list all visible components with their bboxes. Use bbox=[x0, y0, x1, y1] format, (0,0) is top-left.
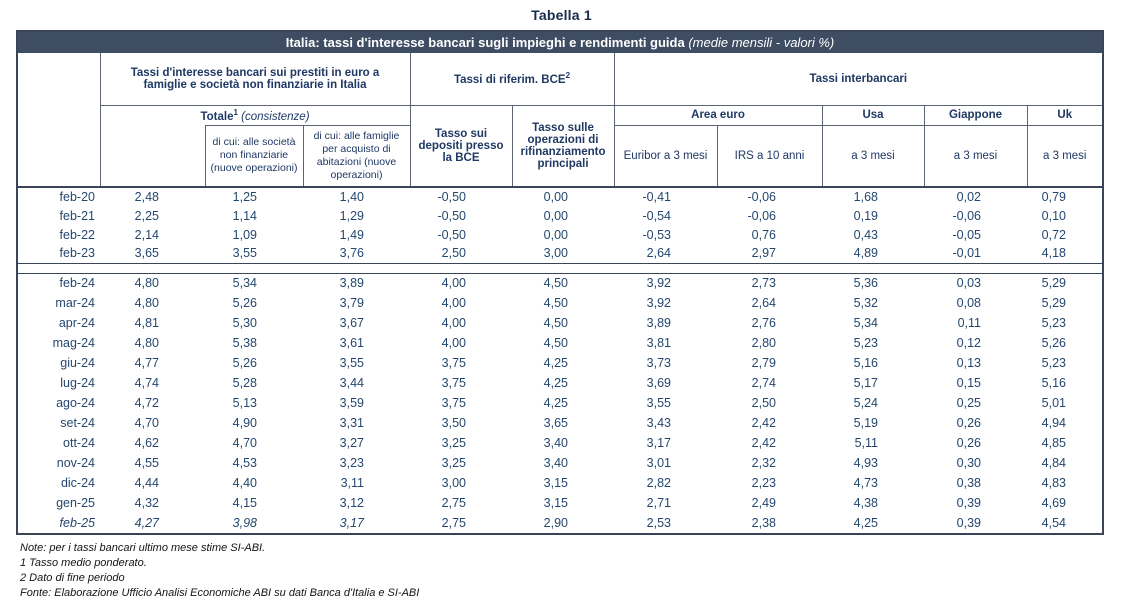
value-cell: 0,39 bbox=[956, 496, 981, 510]
table-row bbox=[18, 206, 1102, 225]
row-label: giu-24 bbox=[60, 356, 95, 370]
subheader-refinancing-rate: Tasso sulle operazioni di rifinanziamento principali bbox=[512, 105, 614, 187]
value-cell: 2,23 bbox=[751, 476, 776, 490]
value-cell: 0,00 bbox=[543, 227, 568, 242]
value-cell: 3,65 bbox=[134, 246, 159, 261]
value-cell: 4,27 bbox=[134, 516, 159, 530]
value-cell: 3,92 bbox=[646, 296, 671, 310]
subheader-totale bbox=[100, 105, 410, 125]
value-cell: 2,53 bbox=[646, 516, 671, 530]
value-cell: 4,70 bbox=[134, 416, 159, 430]
value-cell: 4,54 bbox=[1041, 516, 1066, 530]
value-cell: 3,15 bbox=[543, 496, 568, 510]
value-cell: 3,89 bbox=[339, 276, 364, 291]
value-cell: 5,36 bbox=[853, 276, 878, 291]
value-cell: 4,80 bbox=[134, 296, 159, 310]
value-cell: -0,01 bbox=[952, 246, 981, 261]
table-row bbox=[18, 493, 1102, 513]
band-uk: Uk bbox=[1027, 105, 1102, 125]
value-cell: 3,73 bbox=[646, 356, 671, 370]
value-cell: 2,74 bbox=[751, 376, 776, 390]
value-cell: 4,85 bbox=[1041, 436, 1066, 450]
value-cell: 0,43 bbox=[853, 227, 878, 242]
table-row bbox=[18, 473, 1102, 493]
value-cell: -0,54 bbox=[642, 208, 671, 223]
band-giappone: Giappone bbox=[924, 105, 1027, 125]
value-cell: 0,38 bbox=[956, 476, 981, 490]
row-label: set-24 bbox=[60, 416, 95, 430]
value-cell: -0,06 bbox=[747, 208, 776, 223]
totale-note: (consistenze) bbox=[241, 110, 310, 123]
ecb-label: Tassi di riferim. BCE bbox=[453, 74, 566, 87]
value-cell: 4,80 bbox=[134, 276, 159, 291]
value-cell: 3,01 bbox=[646, 456, 671, 470]
value-cell: 4,50 bbox=[543, 296, 568, 310]
row-label: feb-20 bbox=[59, 190, 95, 204]
value-cell: 3,00 bbox=[543, 246, 568, 261]
value-cell: 3,98 bbox=[232, 516, 257, 530]
value-cell: 3,25 bbox=[441, 456, 466, 470]
value-cell: 0,02 bbox=[956, 190, 981, 204]
row-label: feb-25 bbox=[59, 516, 95, 530]
value-cell: 4,38 bbox=[853, 496, 878, 510]
value-cell: 5,30 bbox=[232, 316, 257, 330]
value-cell: 5,13 bbox=[232, 396, 257, 410]
value-cell: 3,67 bbox=[339, 316, 364, 330]
value-cell: 0,30 bbox=[956, 456, 981, 470]
value-cell: 4,32 bbox=[134, 496, 159, 510]
value-cell: 3,43 bbox=[646, 416, 671, 430]
value-cell: 4,89 bbox=[853, 246, 878, 261]
row-label: mar-24 bbox=[55, 296, 95, 310]
value-cell: 4,72 bbox=[134, 396, 159, 410]
value-cell: 2,71 bbox=[646, 496, 671, 510]
table-row bbox=[18, 373, 1102, 393]
value-cell: 4,40 bbox=[232, 476, 257, 490]
value-cell: -0,50 bbox=[437, 227, 466, 242]
value-cell: 2,42 bbox=[751, 436, 776, 450]
totale-footnote-ref: 1 bbox=[233, 107, 238, 117]
row-label: nov-24 bbox=[56, 456, 95, 470]
value-cell: 3,25 bbox=[441, 436, 466, 450]
value-cell: 0,72 bbox=[1041, 227, 1066, 242]
value-cell: 4,25 bbox=[543, 356, 568, 370]
subheader-totale-values bbox=[100, 125, 205, 187]
band-usa: Usa bbox=[822, 105, 924, 125]
value-cell: 4,84 bbox=[1041, 456, 1066, 470]
value-cell: 5,28 bbox=[232, 376, 257, 390]
value-cell: 4,53 bbox=[232, 456, 257, 470]
value-cell: 0,26 bbox=[956, 436, 981, 450]
row-label: dic-24 bbox=[60, 476, 95, 490]
subheader-societa: di cui: alle società non finanziarie (nuove operazioni) bbox=[205, 125, 303, 187]
value-cell: 3,55 bbox=[232, 246, 257, 261]
value-cell: 3,17 bbox=[646, 436, 671, 450]
value-cell: 3,55 bbox=[646, 396, 671, 410]
value-cell: 3,92 bbox=[646, 276, 671, 291]
value-cell: 5,19 bbox=[853, 416, 878, 430]
value-cell: 3,59 bbox=[339, 396, 364, 410]
value-cell: 4,77 bbox=[134, 356, 159, 370]
value-cell: 3,44 bbox=[339, 376, 364, 390]
value-cell: 2,73 bbox=[751, 276, 776, 291]
value-cell: 2,64 bbox=[646, 246, 671, 261]
group-header-interbank: Tassi interbancari bbox=[614, 53, 1102, 105]
table-row bbox=[18, 273, 1102, 293]
value-cell: 5,26 bbox=[232, 296, 257, 310]
value-cell: 4,70 bbox=[232, 436, 257, 450]
data-block-1 bbox=[18, 187, 1102, 263]
value-cell: 3,89 bbox=[646, 316, 671, 330]
value-cell: 4,74 bbox=[134, 376, 159, 390]
subheader-irs: IRS a 10 anni bbox=[717, 125, 822, 187]
value-cell: 5,17 bbox=[853, 376, 878, 390]
date-column-header bbox=[18, 53, 100, 187]
value-cell: 2,82 bbox=[646, 476, 671, 490]
value-cell: 3,65 bbox=[543, 416, 568, 430]
table-title bbox=[18, 32, 1102, 53]
value-cell: 4,25 bbox=[853, 516, 878, 530]
value-cell: 5,23 bbox=[1041, 316, 1066, 330]
footnote-source: Fonte: Elaborazione Ufficio Analisi Economiche ABI su dati Banca d'Italia e SI-ABI bbox=[20, 587, 420, 599]
footnote-2: 2 Dato di fine periodo bbox=[20, 572, 125, 584]
page-title: Tabella 1 bbox=[531, 7, 592, 23]
value-cell: 5,16 bbox=[853, 356, 878, 370]
value-cell: 4,50 bbox=[543, 316, 568, 330]
totale-label: Totale bbox=[200, 110, 234, 123]
footnote-note: Note: per i tassi bancari ultimo mese stime SI-ABI. bbox=[20, 542, 266, 554]
value-cell: 0,79 bbox=[1041, 190, 1066, 204]
value-cell: 1,68 bbox=[853, 190, 878, 204]
subheader-giappone-3m: a 3 mesi bbox=[924, 125, 1027, 187]
value-cell: 4,83 bbox=[1041, 476, 1066, 490]
value-cell: 3,79 bbox=[339, 296, 364, 310]
value-cell: 4,00 bbox=[441, 336, 466, 350]
value-cell: 2,64 bbox=[751, 296, 776, 310]
value-cell: 0,39 bbox=[956, 516, 981, 530]
value-cell: 2,42 bbox=[751, 416, 776, 430]
table-row bbox=[18, 333, 1102, 353]
value-cell: 4,69 bbox=[1041, 496, 1066, 510]
value-cell: 0,13 bbox=[956, 356, 981, 370]
subheader-deposit-rate: Tasso sui depositi presso la BCE bbox=[410, 105, 512, 187]
value-cell: 0,76 bbox=[751, 227, 776, 242]
value-cell: 2,80 bbox=[751, 336, 776, 350]
value-cell: 1,40 bbox=[339, 190, 364, 204]
value-cell: 0,08 bbox=[956, 296, 981, 310]
value-cell: 4,00 bbox=[441, 276, 466, 291]
group-header-loans: Tassi d'interesse bancari sui prestiti in euro a famiglie e società non finanziarie in Italia bbox=[100, 53, 410, 105]
value-cell: 1,29 bbox=[339, 208, 364, 223]
ecb-footnote-ref: 2 bbox=[565, 71, 571, 81]
row-label: feb-24 bbox=[59, 276, 95, 291]
row-label: feb-21 bbox=[59, 208, 95, 223]
value-cell: 0,11 bbox=[957, 316, 981, 330]
value-cell: -0,06 bbox=[952, 208, 981, 223]
value-cell: 0,15 bbox=[956, 376, 981, 390]
value-cell: 2,79 bbox=[751, 356, 776, 370]
value-cell: 5,38 bbox=[232, 336, 257, 350]
table-row bbox=[18, 225, 1102, 244]
value-cell: 5,34 bbox=[232, 276, 257, 291]
value-cell: 3,17 bbox=[339, 516, 364, 530]
value-cell: 5,29 bbox=[1041, 296, 1066, 310]
table-row bbox=[18, 413, 1102, 433]
value-cell: 2,32 bbox=[751, 456, 776, 470]
value-cell: 3,55 bbox=[339, 356, 364, 370]
row-label: apr-24 bbox=[58, 316, 95, 330]
value-cell: 2,50 bbox=[441, 246, 466, 261]
value-cell: 5,11 bbox=[854, 436, 878, 450]
value-cell: 2,38 bbox=[751, 516, 776, 530]
value-cell: 3,76 bbox=[339, 246, 364, 261]
value-cell: 4,93 bbox=[853, 456, 878, 470]
value-cell: 1,49 bbox=[339, 227, 364, 242]
value-cell: 1,09 bbox=[232, 227, 257, 242]
value-cell: 4,50 bbox=[543, 276, 568, 291]
value-cell: 3,61 bbox=[339, 336, 364, 350]
value-cell: 3,69 bbox=[646, 376, 671, 390]
value-cell: 0,19 bbox=[853, 208, 878, 223]
value-cell: -0,50 bbox=[437, 190, 466, 204]
value-cell: 5,26 bbox=[1041, 336, 1066, 350]
value-cell: -0,50 bbox=[437, 208, 466, 223]
value-cell: 5,26 bbox=[232, 356, 257, 370]
value-cell: 2,75 bbox=[441, 496, 466, 510]
value-cell: 5,24 bbox=[853, 396, 878, 410]
row-label: ott-24 bbox=[63, 436, 95, 450]
value-cell: 4,50 bbox=[543, 336, 568, 350]
value-cell: 4,94 bbox=[1041, 416, 1066, 430]
table-row bbox=[18, 187, 1102, 206]
subheader-famiglie: di cui: alle famiglie per acquisto di abitazioni (nuove operazioni) bbox=[303, 125, 410, 187]
band-area-euro: Area euro bbox=[614, 105, 822, 125]
row-label: feb-23 bbox=[59, 246, 95, 261]
table-row bbox=[18, 244, 1102, 263]
value-cell: 0,25 bbox=[956, 396, 981, 410]
value-cell: 3,27 bbox=[339, 436, 364, 450]
value-cell: 2,97 bbox=[751, 246, 776, 261]
row-label: gen-25 bbox=[56, 496, 95, 510]
value-cell: 0,00 bbox=[543, 208, 568, 223]
value-cell: 2,49 bbox=[751, 496, 776, 510]
value-cell: 3,50 bbox=[441, 416, 466, 430]
value-cell: 1,14 bbox=[232, 208, 257, 223]
value-cell: 3,31 bbox=[339, 416, 364, 430]
value-cell: 4,80 bbox=[134, 336, 159, 350]
value-cell: 4,62 bbox=[134, 436, 159, 450]
value-cell: 4,81 bbox=[134, 316, 159, 330]
table-row bbox=[18, 293, 1102, 313]
footnote-1: 1 Tasso medio ponderato. bbox=[20, 557, 147, 569]
table-row bbox=[18, 433, 1102, 453]
value-cell: -0,06 bbox=[747, 190, 776, 204]
value-cell: 3,40 bbox=[543, 456, 568, 470]
value-cell: -0,41 bbox=[642, 190, 671, 204]
value-cell: 5,16 bbox=[1041, 376, 1066, 390]
value-cell: -0,05 bbox=[952, 227, 981, 242]
value-cell: 3,75 bbox=[441, 396, 466, 410]
table-row bbox=[18, 353, 1102, 373]
row-label: feb-22 bbox=[59, 227, 95, 242]
value-cell: 4,00 bbox=[441, 296, 466, 310]
value-cell: 4,00 bbox=[441, 316, 466, 330]
value-cell: 2,50 bbox=[751, 396, 776, 410]
value-cell: 2,75 bbox=[441, 516, 466, 530]
table-title-main: Italia: tassi d'interesse bancari sugli impieghi e rendimenti guida bbox=[285, 35, 685, 50]
table-header bbox=[18, 32, 1102, 187]
value-cell: 0,12 bbox=[956, 336, 981, 350]
block-separator bbox=[18, 263, 1102, 273]
value-cell: 2,90 bbox=[543, 516, 568, 530]
row-label: ago-24 bbox=[56, 396, 95, 410]
value-cell: 1,25 bbox=[232, 190, 257, 204]
value-cell: 4,25 bbox=[543, 376, 568, 390]
value-cell: 4,55 bbox=[134, 456, 159, 470]
value-cell: 4,18 bbox=[1041, 246, 1066, 261]
value-cell: 3,81 bbox=[646, 336, 671, 350]
table-title-sub: (medie mensili - valori %) bbox=[688, 35, 835, 50]
value-cell: 0,10 bbox=[1041, 208, 1066, 223]
rates-table-container bbox=[16, 30, 1104, 535]
row-label: lug-24 bbox=[60, 376, 95, 390]
group-header-ecb bbox=[410, 53, 614, 105]
value-cell: 3,75 bbox=[441, 376, 466, 390]
table-row bbox=[18, 313, 1102, 333]
value-cell: 4,44 bbox=[134, 476, 159, 490]
value-cell: 3,15 bbox=[543, 476, 568, 490]
table-row bbox=[18, 393, 1102, 413]
value-cell: 2,14 bbox=[134, 227, 159, 242]
subheader-euribor: Euribor a 3 mesi bbox=[614, 125, 717, 187]
value-cell: 3,23 bbox=[339, 456, 364, 470]
table-row bbox=[18, 453, 1102, 473]
value-cell: 4,73 bbox=[853, 476, 878, 490]
value-cell: 5,32 bbox=[853, 296, 878, 310]
value-cell: 0,26 bbox=[956, 416, 981, 430]
data-block-2 bbox=[18, 273, 1102, 533]
table-row bbox=[18, 513, 1102, 533]
value-cell: 3,12 bbox=[339, 496, 364, 510]
value-cell: 3,11 bbox=[340, 476, 364, 490]
value-cell: 4,25 bbox=[543, 396, 568, 410]
value-cell: 5,29 bbox=[1041, 276, 1066, 291]
subheader-uk-3m: a 3 mesi bbox=[1027, 125, 1102, 187]
value-cell: 2,25 bbox=[134, 208, 159, 223]
value-cell: 5,34 bbox=[853, 316, 878, 330]
value-cell: 5,23 bbox=[1041, 356, 1066, 370]
subheader-usa-3m: a 3 mesi bbox=[822, 125, 924, 187]
rates-table bbox=[18, 32, 1102, 533]
value-cell: 0,00 bbox=[543, 190, 568, 204]
value-cell: 4,90 bbox=[232, 416, 257, 430]
row-label: mag-24 bbox=[52, 336, 95, 350]
value-cell: 3,00 bbox=[441, 476, 466, 490]
value-cell: 0,03 bbox=[956, 276, 981, 291]
value-cell: 3,75 bbox=[441, 356, 466, 370]
value-cell: 2,48 bbox=[134, 190, 159, 204]
value-cell: 5,01 bbox=[1041, 396, 1066, 410]
value-cell: 2,76 bbox=[751, 316, 776, 330]
value-cell: 3,40 bbox=[543, 436, 568, 450]
footnotes bbox=[20, 541, 1123, 601]
value-cell: -0,53 bbox=[642, 227, 671, 242]
value-cell: 5,23 bbox=[853, 336, 878, 350]
table-title-bar bbox=[18, 32, 1102, 53]
value-cell: 4,15 bbox=[232, 496, 257, 510]
